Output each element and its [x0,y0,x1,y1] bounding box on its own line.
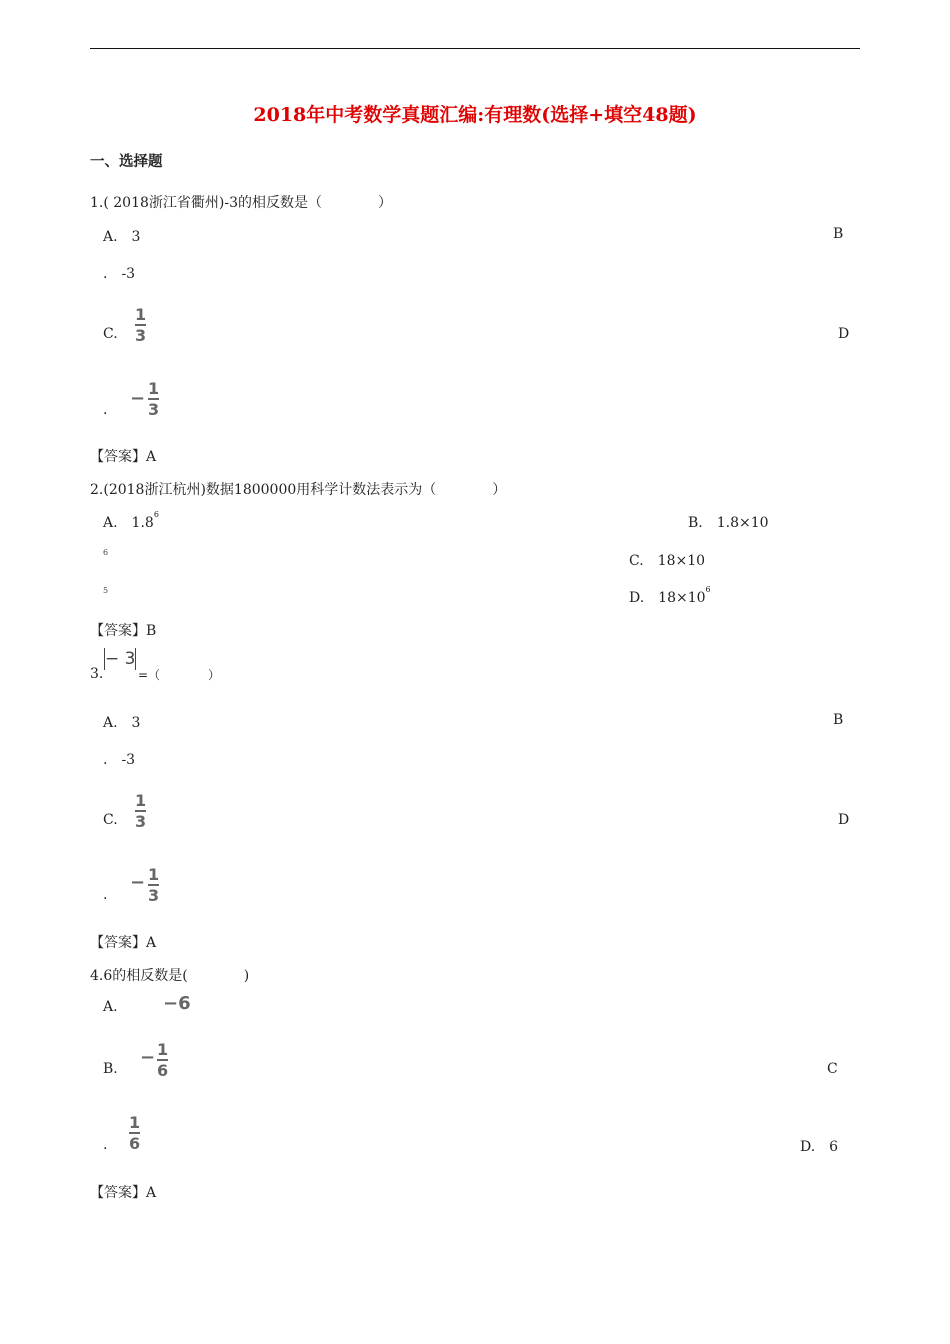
q3-option-b-letter: B [833,712,844,728]
q3-option-a: A. 3 [103,715,141,731]
q4-c-numerator: 1 [129,1113,141,1132]
q3-option-d-dot: . [103,887,108,903]
q4-option-c-letter: C [827,1061,838,1077]
q1-option-d-fraction [148,380,159,418]
q1-option-d-dot: . [103,402,108,418]
q3-d-denominator: 3 [148,886,160,905]
q3-option-c-fraction [135,792,146,830]
q1-option-b-value: . -3 [103,266,136,282]
q1-d-numerator: 1 [148,379,160,398]
q3-c-denominator: 3 [135,812,147,831]
q1-option-a: A. 3 [103,229,141,245]
q4-answer: 【答案】A [90,1185,157,1201]
q2-option-b-exponent-fragment: 6 [103,548,109,557]
question-1-stem: 1.( 2018浙江省衢州)-3的相反数是（ ） [90,195,392,211]
q3-abs-inner: − 3 [105,649,136,669]
q1-option-b-letter: B [833,226,844,242]
q2-option-a-text: A. 1.8 [103,515,154,531]
q1-option-d-letter: D [838,326,850,342]
q3-c-numerator: 1 [135,791,147,810]
q2-option-a [103,512,159,532]
q1-option-c-fraction [135,306,146,344]
q4-b-numerator: 1 [157,1040,169,1059]
q1-c-denominator: 3 [135,326,147,345]
question-4-stem: 4.6的相反数是( ) [90,968,250,984]
q1-c-numerator: 1 [135,305,147,324]
q1-answer: 【答案】A [90,449,157,465]
q4-option-c-dot: . [103,1137,108,1153]
q3-number: 3. [90,666,104,682]
q2-option-d-exponent: 6 [705,585,711,594]
q4-b-minus-sign: − [140,1047,156,1068]
q4-option-d: D. 6 [800,1139,839,1155]
q4-b-denominator: 6 [157,1061,169,1080]
q2-option-b: B. 1.8×10 [688,515,769,531]
q2-option-d [629,587,711,607]
q4-option-a-expression: −6 [163,993,191,1014]
q4-c-denominator: 6 [129,1134,141,1153]
q3-absolute-value-expression [104,648,136,670]
q1-option-c-label: C. [103,326,118,342]
abs-bar-right [135,648,136,670]
q2-option-a-exponent: 6 [153,510,159,519]
q2-answer: 【答案】B [90,623,157,639]
q4-option-a-label: A. [103,999,118,1015]
q2-option-c-exponent-fragment: 5 [103,586,109,595]
q3-d-minus-sign: − [130,872,146,893]
q3-answer: 【答案】A [90,935,157,951]
q1-d-minus-sign: − [130,388,146,409]
q3-stem-rest: =（ ） [138,668,221,682]
q1-d-denominator: 3 [148,400,160,419]
document-title: 2018年中考数学真题汇编:有理数(选择+填空48题) [253,104,697,126]
q3-option-b-value: . -3 [103,752,136,768]
q3-option-c-label: C. [103,812,118,828]
section-heading: 一、选择题 [90,153,163,170]
q2-option-d-text: D. 18×10 [629,590,706,606]
question-2-stem: 2.(2018浙江杭州)数据1800000用科学计数法表示为（ ） [90,482,507,498]
header-rule [90,48,860,49]
q2-option-c: C. 18×10 [629,553,706,569]
q4-option-c-fraction [129,1114,140,1152]
q4-option-b-label: B. [103,1061,118,1077]
q3-option-d-letter: D [838,812,850,828]
q3-d-numerator: 1 [148,865,160,884]
q3-option-d-fraction [148,866,159,904]
q4-option-b-fraction [157,1041,168,1079]
